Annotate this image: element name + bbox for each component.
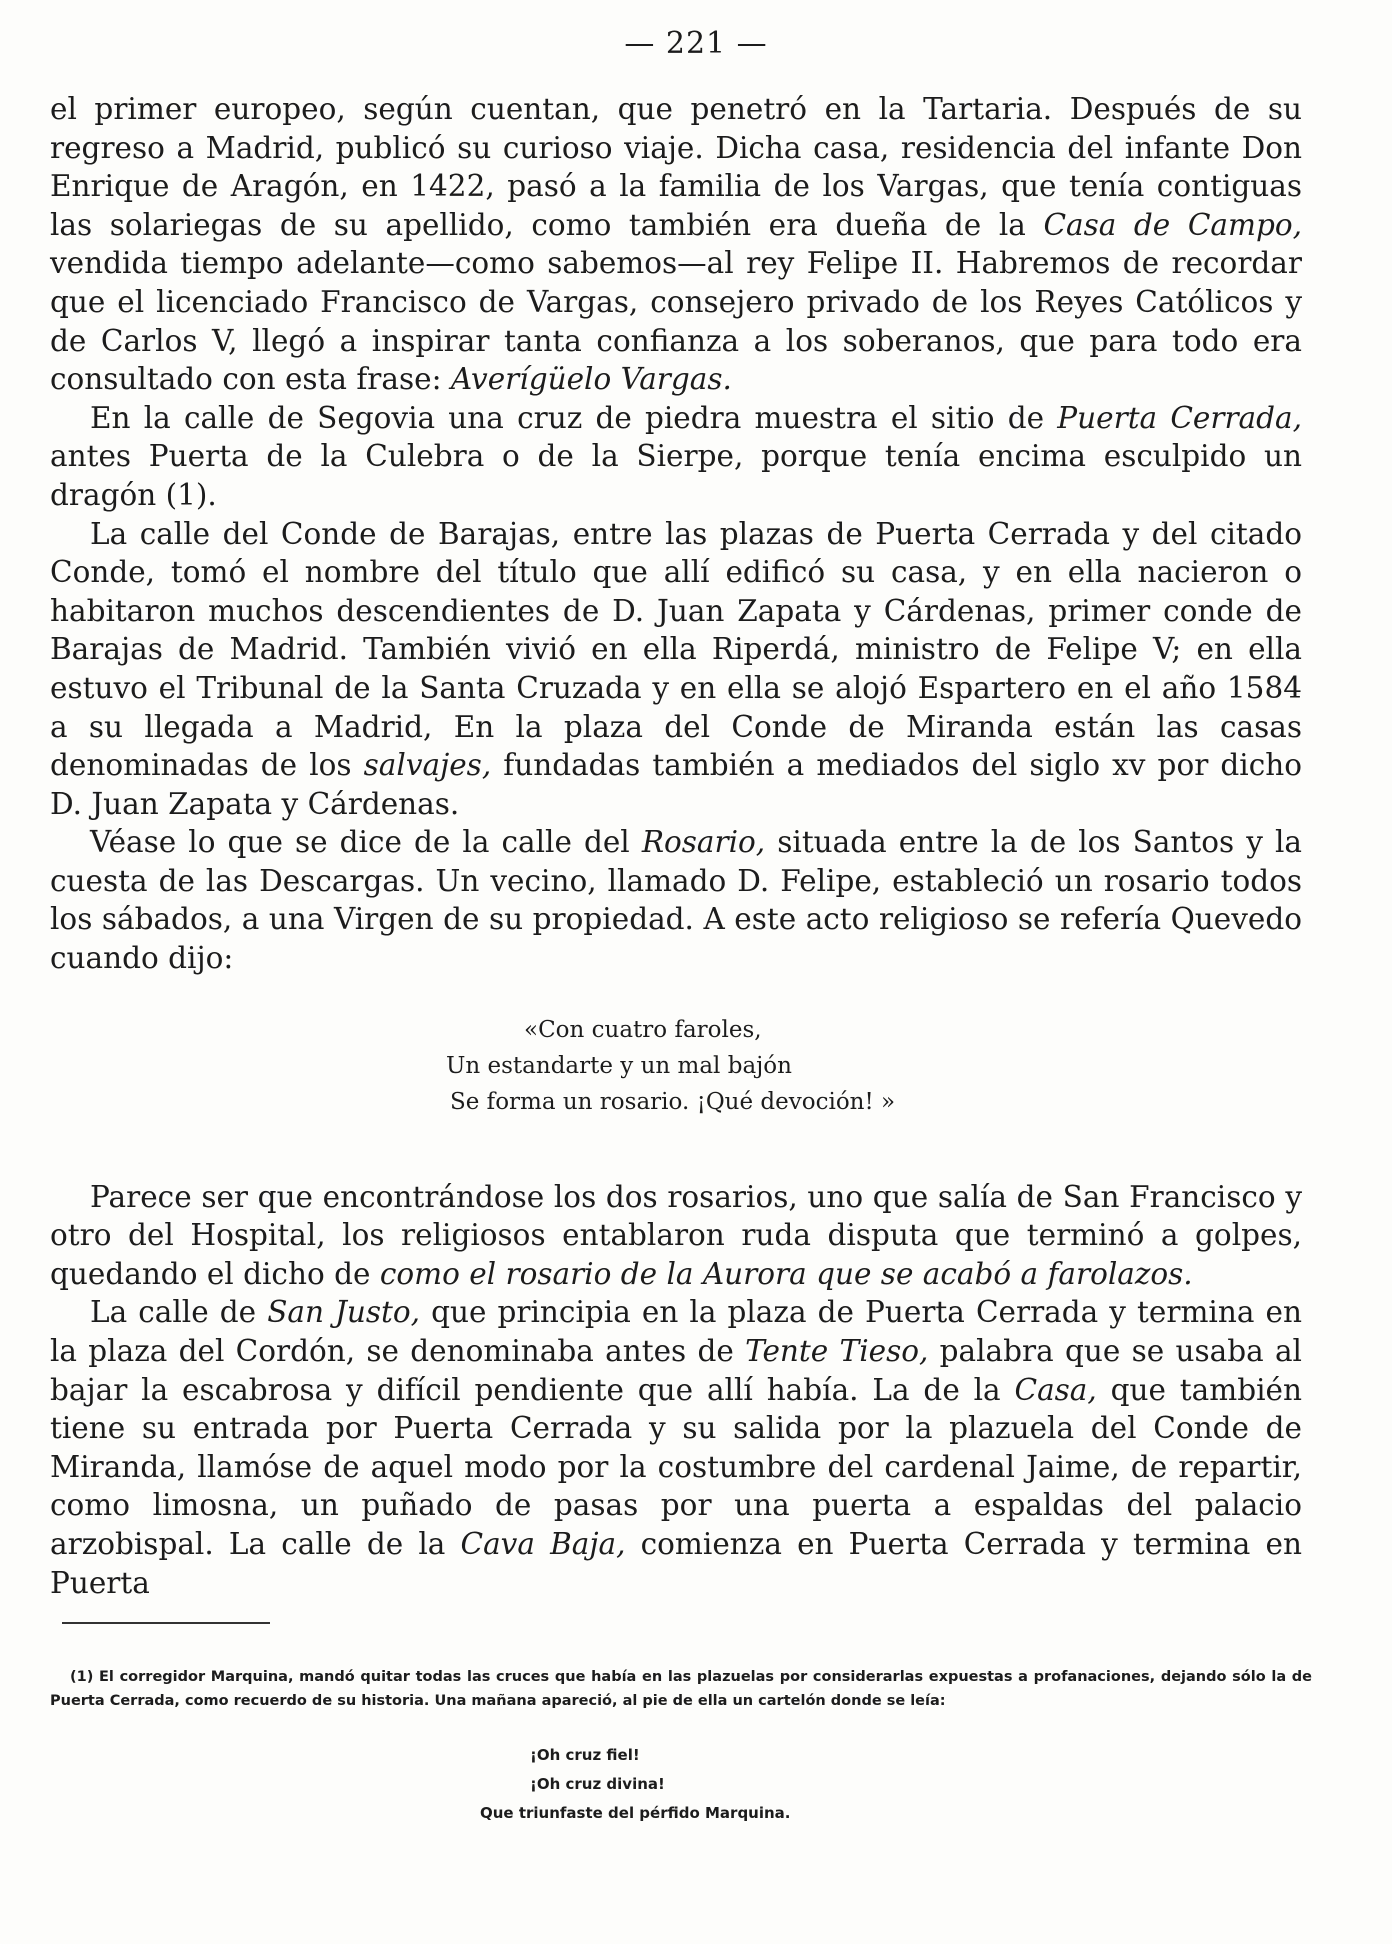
paragraph-text: antes Puerta de la Culebra o de la Sierpe, porque tenía encima esculpido un dragón (1). xyxy=(50,439,1302,512)
italic-phrase: Casa de Campo, xyxy=(1043,207,1302,242)
paragraph-2 xyxy=(50,399,1302,515)
italic-phrase: Casa, xyxy=(1014,1372,1097,1407)
italic-phrase: Tente Tieso, xyxy=(745,1334,929,1369)
footnote-divider xyxy=(62,1622,270,1624)
paragraph-text: comienza en Puerta Cerrada y termina en Puerta xyxy=(50,1527,1302,1600)
paragraph-text: fundadas también a mediados del siglo xv por dicho D. Juan Zapata y Cárdenas. xyxy=(50,748,1302,821)
italic-phrase: Rosario, xyxy=(641,825,766,860)
paragraph-3 xyxy=(50,515,1302,824)
footnote-verse-line: ¡Oh cruz divina! xyxy=(530,1775,665,1793)
footnote xyxy=(50,1665,1312,1828)
paragraph-text: Parece ser que encontrándose los dos rosarios, uno que salía de San Francisco y otro del Hospital, los religiosos entablaron ruda disputa que terminó a golpes, quedando el dicho de xyxy=(50,1179,1302,1291)
footnote-text: (1) El corregidor Marquina, mandó quitar todas las cruces que había en las plazuelas por considerarlas expuestas a profanaciones, dejando sólo la de Puerta Cerrada, como recuerdo de su historia. Una mañana apareció, al pie de ella un cartelón donde se leía: xyxy=(50,1669,1312,1709)
italic-phrase: como el rosario de la Aurora que se acabó a farolazos. xyxy=(379,1256,1193,1291)
italic-phrase: Averígüelo Vargas. xyxy=(450,362,732,397)
paragraph-text: el primer europeo, según cuentan, que penetró en la Tartaria. Después de su regreso a Madrid, publicó su curioso viaje. Dicha casa, residencia del infante Don Enrique de Aragón, en 1422, pasó a la familia de los Vargas, que tenía contiguas las solariegas de su apellido, como también era dueña de la xyxy=(50,92,1302,242)
paragraph-text: palabra que se usaba al bajar la escabrosa y difícil pendiente que allí había. La de la xyxy=(50,1334,1302,1407)
paragraph-6 xyxy=(50,1293,1302,1602)
paragraph-text: que también tiene su entrada por Puerta Cerrada y su salida por la plazuela del Conde de Miranda, llamóse de aquel modo por la costumbre del cardenal Jaime, de repartir, como limosna, un puñado de pasas por una puerta a espaldas del palacio arzobispal. La calle de la xyxy=(50,1372,1302,1561)
paragraph-text: En la calle de Segovia una cruz de piedra muestra el sitio de xyxy=(90,400,1058,435)
verse-line: Se forma un rosario. ¡Qué devoción! » xyxy=(450,1088,896,1115)
paragraph-5 xyxy=(50,1178,1302,1294)
italic-phrase: San Justo, xyxy=(267,1295,421,1330)
paragraph-text: Véase lo que se dice de la calle del xyxy=(90,825,642,860)
footnote-verse xyxy=(480,1741,1312,1828)
quoted-verse xyxy=(446,1012,1302,1120)
footnote-verse-line: ¡Oh cruz fiel! xyxy=(530,1746,640,1764)
paragraph-text: La calle del Conde de Barajas, entre las plazas de Puerta Cerrada y del citado Conde, tomó el nombre del título que allí edificó su casa, y en ella nacieron o habitaron muchos descendientes de D. Juan Zapata y Cárdenas, primer conde de Barajas de Madrid. También vivió en ella Riperdá, ministro de Felipe V; en ella estuvo el Tribunal de la Santa Cruzada y en ella se alojó Espartero en el año 1584 a su llegada a Madrid, En la plaza del Conde de Miranda están las casas denominadas de los xyxy=(50,516,1302,783)
paragraph-1 xyxy=(50,90,1302,399)
footnote-verse-line: Que triunfaste del pérfido Marquina. xyxy=(480,1804,791,1822)
paragraph-text: que principia en la plaza de Puerta Cerrada y termina en la plaza del Cordón, se denominaba antes de xyxy=(50,1295,1302,1369)
paragraph-text: vendida tiempo adelante—como sabemos—al rey Felipe II. Habremos de recordar que el licenciado Francisco de Vargas, consejero privado de los Reyes Católicos y de Carlos V, llegó a inspirar tanta confianza a los soberanos, que para todo era consultado con esta frase: xyxy=(50,246,1302,397)
paragraph-4 xyxy=(50,823,1302,977)
verse-line: Un estandarte y un mal bajón xyxy=(446,1052,792,1079)
verse-line: «Con cuatro faroles, xyxy=(524,1016,762,1043)
page-number: — 221 — xyxy=(624,26,768,61)
body-text xyxy=(50,90,1302,1602)
paragraph-text: situada entre la de los Santos y la cuesta de las Descargas. Un vecino, llamado D. Felipe, estableció un rosario todos los sábados, a una Virgen de su propiedad. A este acto religioso se refería Quevedo cuando dijo: xyxy=(50,825,1302,976)
italic-phrase: Puerta Cerrada, xyxy=(1057,400,1302,435)
italic-phrase: salvajes, xyxy=(363,748,492,783)
italic-phrase: Cava Baja, xyxy=(460,1527,626,1561)
paragraph-text: La calle de xyxy=(90,1295,268,1330)
